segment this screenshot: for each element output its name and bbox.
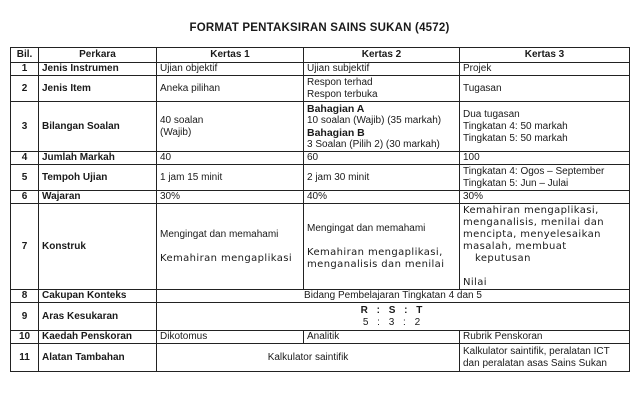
- document-title: FORMAT PENTAKSIRAN SAINS SUKAN (4572): [189, 22, 450, 34]
- cell-kertas-1: Dikotomus: [157, 331, 304, 344]
- row-number: 9: [11, 303, 39, 331]
- cell-kertas-1: Aneka pilihan: [157, 76, 304, 102]
- cell-kertas-1: Ujian objektif: [157, 63, 304, 76]
- row-number: 4: [11, 152, 39, 165]
- row-number: 8: [11, 290, 39, 303]
- table-row: [11, 63, 630, 76]
- cell-line: Tingkatan 4: 50 markah: [463, 120, 568, 132]
- cell-line: menganalisis dan menilai: [307, 258, 445, 270]
- cell-line: 3 Soalan (Pilih 2) (30 markah): [307, 138, 440, 150]
- table-row: [11, 102, 630, 152]
- cell-line: keputusan: [475, 252, 531, 264]
- difficulty-ratio: 5 : 3 : 2: [362, 316, 424, 328]
- cell-kertas-3: Projek: [460, 63, 630, 76]
- cell-line: Respon terhad: [307, 76, 373, 88]
- cell-line: 10 soalan (Wajib) (35 markah): [307, 114, 442, 126]
- cell-kertas-3: Rubrik Penskoran: [460, 331, 630, 344]
- header-kertas-2: Kertas 2: [304, 48, 460, 63]
- row-number: 10: [11, 331, 39, 344]
- row-number: 6: [11, 191, 39, 204]
- cell-line: Respon terbuka: [307, 88, 378, 100]
- row-number: 2: [11, 76, 39, 102]
- cell-kertas-1: 40: [157, 152, 304, 165]
- cell-line: dan peralatan asas Sains Sukan: [463, 357, 607, 369]
- cell-kertas-2: [304, 204, 460, 290]
- cell-line: Kemahiran mengaplikasi,: [463, 204, 599, 216]
- row-label: Jenis Instrumen: [39, 63, 157, 76]
- cell-kertas-3: [460, 102, 630, 152]
- cell-kertas-2: 2 jam 30 minit: [304, 165, 460, 191]
- table-row: [11, 331, 630, 344]
- cell-kertas-2: Analitik: [304, 331, 460, 344]
- difficulty-levels: R : S : T: [360, 304, 426, 316]
- header-row: [11, 48, 630, 63]
- row-number: 3: [11, 102, 39, 152]
- row-label: Tempoh Ujian: [39, 165, 157, 191]
- cell-kertas-2: 40%: [304, 191, 460, 204]
- cell-line: Mengingat dan memahami: [307, 222, 426, 234]
- cell-line: Kemahiran mengaplikasi: [160, 252, 293, 264]
- cell-kertas-3: [460, 165, 630, 191]
- cell-line: Mengingat dan memahami: [160, 228, 279, 240]
- cell-line: Nilai: [463, 276, 487, 288]
- row-label: Jenis Item: [39, 76, 157, 102]
- cell-all-papers: [157, 303, 630, 331]
- row-number: 5: [11, 165, 39, 191]
- cell-all-papers: Bidang Pembelajaran Tingkatan 4 dan 5: [157, 290, 630, 303]
- cell-kertas-3: 30%: [460, 191, 630, 204]
- table-row: [11, 152, 630, 165]
- cell-line: Tingkatan 4: Ogos – September: [463, 165, 605, 177]
- header-perkara: Perkara: [39, 48, 157, 63]
- cell-kertas-2: [304, 76, 460, 102]
- row-label: Konstruk: [39, 204, 157, 290]
- row-label: Bilangan Soalan: [39, 102, 157, 152]
- table-row: [11, 344, 630, 372]
- cell-kertas-3: [460, 344, 630, 372]
- row-number: 1: [11, 63, 39, 76]
- cell-kertas-3: [460, 204, 630, 290]
- cell-line: 40 soalan: [160, 114, 204, 126]
- row-number: 11: [11, 344, 39, 372]
- cell-kertas-3: 100: [460, 152, 630, 165]
- assessment-format-table: [10, 47, 630, 372]
- header-kertas-1: Kertas 1: [157, 48, 304, 63]
- row-label: Cakupan Konteks: [39, 290, 157, 303]
- cell-kertas-2: 60: [304, 152, 460, 165]
- cell-line: Dua tugasan: [463, 108, 520, 120]
- cell-line: masalah, membuat: [463, 240, 567, 252]
- cell-line: mencipta, menyelesaikan: [463, 228, 601, 240]
- row-label: Jumlah Markah: [39, 152, 157, 165]
- cell-line: Tingkatan 5: Jun – Julai: [463, 177, 569, 189]
- cell-line-bold: Bahagian B: [307, 126, 365, 139]
- row-label: Alatan Tambahan: [39, 344, 157, 372]
- cell-line: Kemahiran mengaplikasi,: [307, 246, 443, 258]
- table-row: [11, 76, 630, 102]
- cell-line-bold: Bahagian A: [307, 102, 365, 115]
- cell-kertas-2: [304, 102, 460, 152]
- table-row: [11, 191, 630, 204]
- table-row: [11, 204, 630, 290]
- cell-kertas-1: [157, 204, 304, 290]
- cell-kertas-1: [157, 102, 304, 152]
- table-row: [11, 290, 630, 303]
- header-kertas-3: Kertas 3: [460, 48, 630, 63]
- table-row: [11, 303, 630, 331]
- header-bil: Bil.: [11, 48, 39, 63]
- row-label: Kaedah Penskoran: [39, 331, 157, 344]
- cell-line: Tingkatan 5: 50 markah: [463, 132, 568, 144]
- cell-kertas-1-2: Kalkulator saintifik: [157, 344, 460, 372]
- cell-kertas-2: Ujian subjektif: [304, 63, 460, 76]
- cell-kertas-1: 1 jam 15 minit: [157, 165, 304, 191]
- row-label: Aras Kesukaran: [39, 303, 157, 331]
- cell-line: menganalisis, menilai dan: [463, 216, 604, 228]
- row-label: Wajaran: [39, 191, 157, 204]
- cell-kertas-3: Tugasan: [460, 76, 630, 102]
- cell-line: (Wajib): [160, 126, 192, 138]
- row-number: 7: [11, 204, 39, 290]
- cell-kertas-1: 30%: [157, 191, 304, 204]
- cell-line: Kalkulator saintifik, peralatan ICT: [463, 345, 610, 357]
- table-row: [11, 165, 630, 191]
